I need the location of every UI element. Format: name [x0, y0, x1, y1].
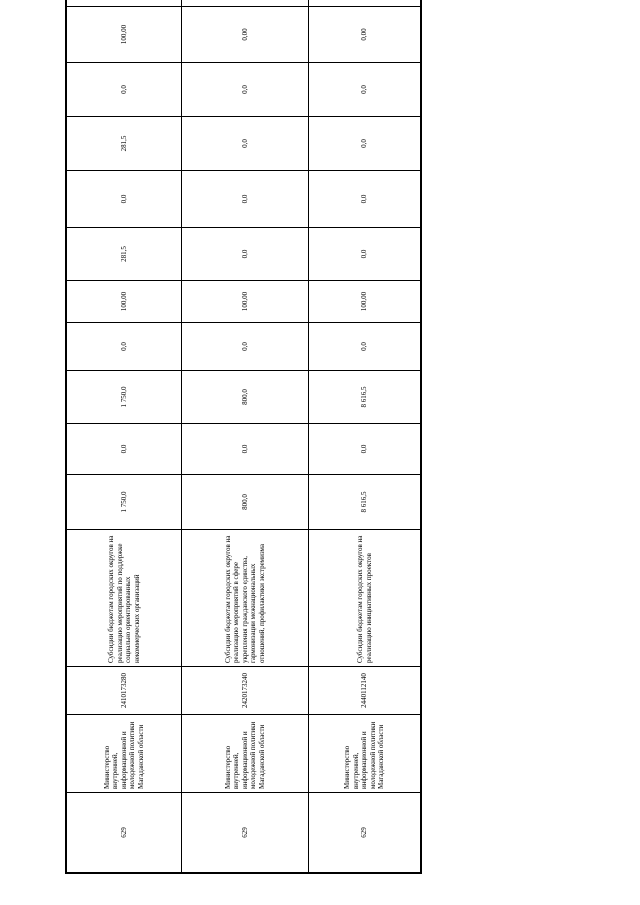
cell-value-2: 0,0 — [182, 424, 309, 475]
cell-value-4: 0,0 — [67, 323, 182, 371]
cell-value-5: 100,00 — [182, 281, 309, 323]
cell-target-code: 2440112140 — [309, 667, 421, 715]
cell-ministry: Министерство внутренней, информационной и молодежной политики Магаданской области — [67, 715, 182, 793]
cell-value-5: 100,00 — [309, 281, 421, 323]
cell-target-code: 2420173240 — [182, 667, 309, 715]
cell-value-10: 0,00 — [309, 7, 421, 63]
cell-value-7: 0,0 — [309, 171, 421, 228]
budget-table — [66, 0, 421, 873]
cell-description: Субсидии бюджетам городских округов на реализацию мероприятий в сфере укрепления гражданского единства, гармонизации межнациональных отношений, профилактики экстремизма — [182, 530, 309, 667]
cell-value-6: 0,0 — [309, 228, 421, 281]
cell-value-6: 281,5 — [67, 228, 182, 281]
cell-empty — [309, 0, 421, 7]
cell-value-9: 0,0 — [182, 63, 309, 117]
cell-value-1: 800,0 — [182, 475, 309, 530]
cell-ministry: Министерство внутренней, информационной и молодежной политики Магаданской области — [309, 715, 421, 793]
cell-value-7: 0,0 — [67, 171, 182, 228]
cell-value-2: 0,0 — [309, 424, 421, 475]
table-row — [67, 0, 182, 873]
cell-value-10: 0,00 — [182, 7, 309, 63]
cell-value-8: 0,0 — [182, 117, 309, 171]
cell-value-3: 800,0 — [182, 371, 309, 424]
cell-value-1: 8 616,5 — [309, 475, 421, 530]
table-row — [182, 0, 309, 873]
cell-value-3: 8 616,5 — [309, 371, 421, 424]
cell-value-6: 0,0 — [182, 228, 309, 281]
cell-empty — [67, 0, 182, 7]
table-row — [309, 0, 421, 873]
cell-ministry: Министерство внутренней, информационной и молодежной политики Магаданской области — [182, 715, 309, 793]
cell-value-10: 100,00 — [67, 7, 182, 63]
cell-value-2: 0,0 — [67, 424, 182, 475]
cell-empty — [182, 0, 309, 7]
cell-code: 629 — [182, 793, 309, 873]
cell-code: 629 — [309, 793, 421, 873]
cell-value-5: 100,00 — [67, 281, 182, 323]
cell-value-9: 0,0 — [309, 63, 421, 117]
cell-description: Субсидии бюджетам городских округов на реализацию мероприятий по поддержке социально ориентированных некоммерческих организаций — [67, 530, 182, 667]
cell-value-9: 0,0 — [67, 63, 182, 117]
cell-target-code: 2410173280 — [67, 667, 182, 715]
cell-description: Субсидии бюджетам городских округов на реализацию инициативных проектов — [309, 530, 421, 667]
cell-code: 629 — [67, 793, 182, 873]
cell-value-3: 1 750,0 — [67, 371, 182, 424]
cell-value-8: 281,5 — [67, 117, 182, 171]
cell-value-1: 1 750,0 — [67, 475, 182, 530]
cell-value-4: 0,0 — [182, 323, 309, 371]
cell-value-7: 0,0 — [182, 171, 309, 228]
rotated-table-wrapper — [66, 24, 420, 873]
cell-value-4: 0,0 — [309, 323, 421, 371]
cell-value-8: 0,0 — [309, 117, 421, 171]
